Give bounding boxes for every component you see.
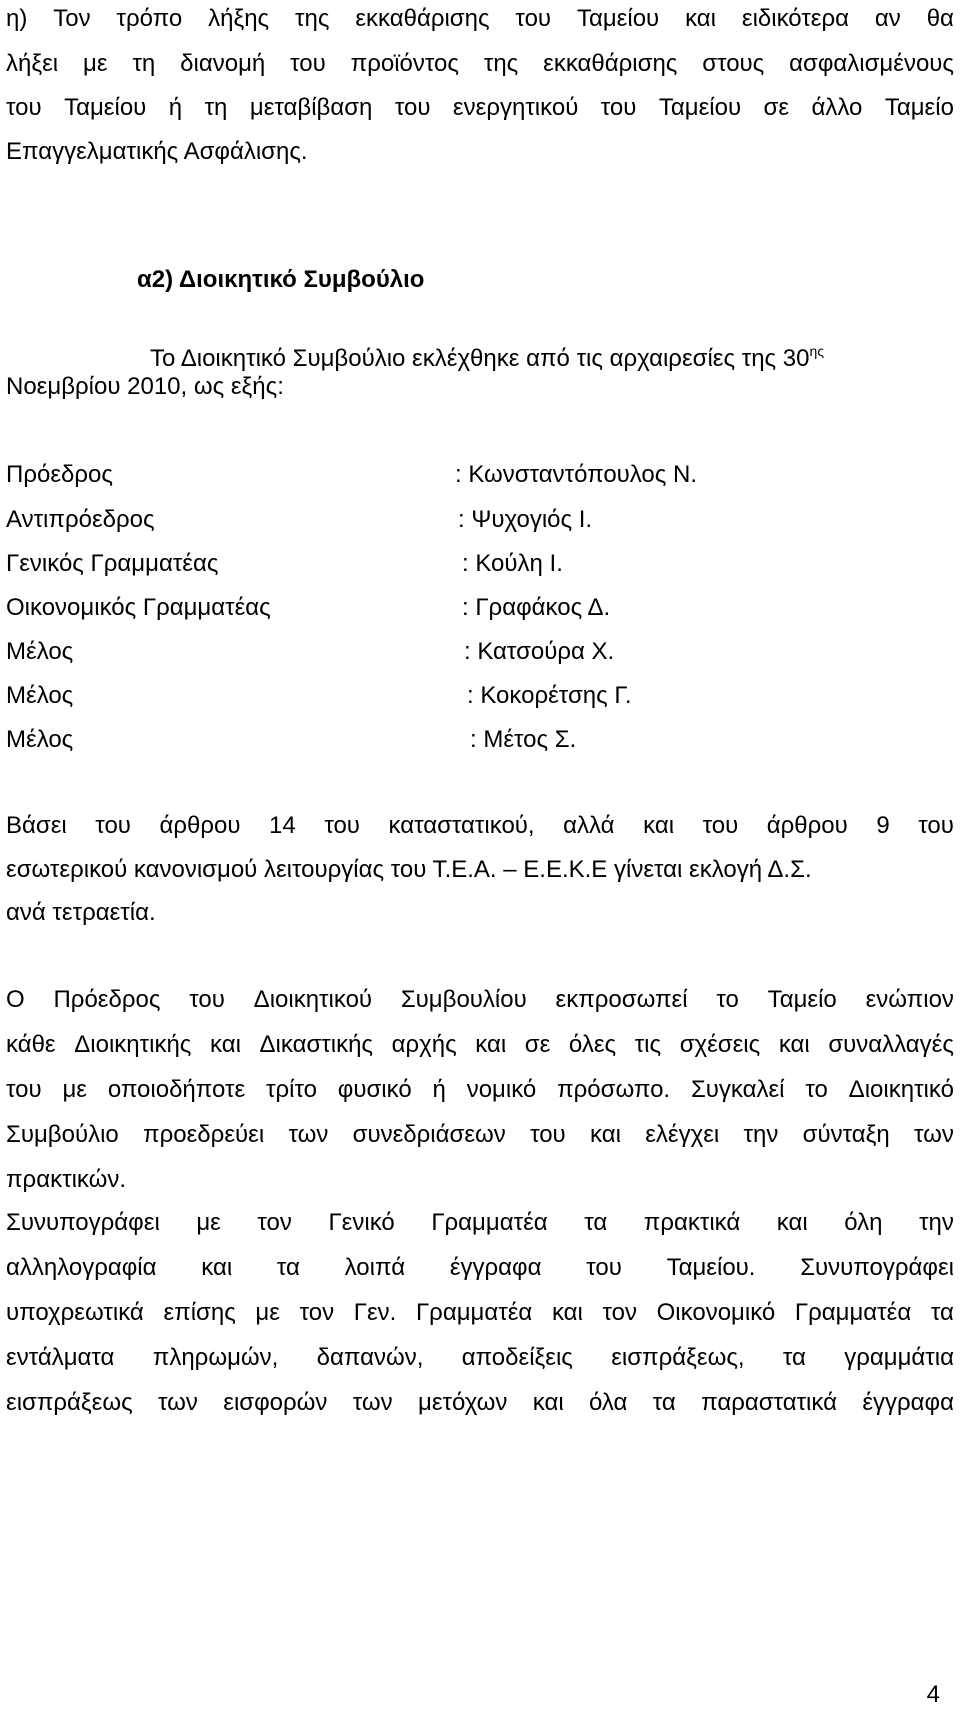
- cosign-line-2: [6, 1253, 954, 1283]
- word: γραμμάτια: [844, 1344, 954, 1371]
- board-role: Γενικός Γραμματέας: [6, 550, 219, 577]
- president-line-5: πρακτικών.: [6, 1166, 127, 1193]
- word: του: [586, 1254, 622, 1281]
- word: εισφορών: [223, 1389, 328, 1416]
- cosign-line-3: [6, 1298, 954, 1328]
- word: του: [600, 94, 637, 121]
- board-role: Αντιπρόεδρος: [6, 506, 155, 533]
- word: αν: [874, 5, 901, 32]
- word: κάθε: [6, 1031, 56, 1058]
- word: Συνυπογράφει: [800, 1254, 954, 1281]
- word: του: [530, 1121, 566, 1148]
- intro-line-2-text: [6, 49, 954, 79]
- word: το: [805, 1076, 828, 1103]
- election-line-2: Νοεμβρίου 2010, ως εξής:: [6, 373, 284, 400]
- intro-line-3: [6, 93, 954, 123]
- word: συναλλαγές: [828, 1031, 954, 1058]
- word: του: [95, 812, 131, 839]
- word: επίσης: [163, 1299, 236, 1326]
- board-name: : Μέτος Σ.: [470, 726, 577, 753]
- word: Συμβούλιο: [6, 1121, 119, 1148]
- cosign-line-5-text: [6, 1388, 954, 1418]
- intro-line-4: Επαγγελματικής Ασφάλισης.: [6, 138, 308, 165]
- board-role: Πρόεδρος: [6, 461, 113, 488]
- word: του: [702, 812, 739, 839]
- word: τρίτο: [266, 1076, 317, 1103]
- word: Οικονομικό: [656, 1299, 776, 1326]
- word: ασφαλισμένους: [789, 50, 954, 77]
- word: θα: [926, 5, 954, 32]
- word: αποδείξεις: [461, 1344, 573, 1371]
- word: φυσικό: [337, 1076, 412, 1103]
- word: νομικό: [466, 1076, 537, 1103]
- word: εκκαθάρισης: [543, 50, 678, 77]
- word: εκπροσωπεί: [555, 986, 688, 1013]
- word: του: [290, 50, 326, 77]
- word: στους: [702, 50, 765, 77]
- word: Γενικό: [328, 1209, 395, 1236]
- word: των: [914, 1121, 954, 1148]
- word: με: [255, 1299, 280, 1326]
- president-line-2: [6, 1030, 954, 1060]
- word: Βάσει: [6, 812, 67, 839]
- word: Γραμματέα: [415, 1299, 533, 1326]
- word: εντάλματα: [6, 1344, 115, 1371]
- word: Γραμματέα: [431, 1209, 548, 1236]
- word: υποχρεωτικά: [6, 1299, 144, 1326]
- cosign-line-4-text: [6, 1343, 954, 1373]
- word: της: [483, 50, 519, 77]
- section-heading: α2) Διοικητικό Συμβούλιο: [137, 266, 425, 293]
- cosign-line-2-text: [6, 1253, 954, 1283]
- word: του: [394, 94, 431, 121]
- word: Συγκαλεί: [690, 1076, 785, 1103]
- word: Γραμματέα: [794, 1299, 912, 1326]
- word: του: [6, 1076, 42, 1103]
- word: όλες: [568, 1031, 617, 1058]
- word: εισπράξεως: [6, 1389, 133, 1416]
- word: των: [288, 1121, 329, 1148]
- word: τη: [132, 50, 156, 77]
- intro-line-1: [6, 4, 954, 34]
- word: εκκαθάρισης: [355, 5, 490, 32]
- word: του: [189, 986, 225, 1013]
- word: και: [778, 1031, 810, 1058]
- board-role: Μέλος: [6, 638, 74, 665]
- word: λοιπά: [344, 1254, 406, 1281]
- word: τα: [930, 1299, 954, 1326]
- word: την: [743, 1121, 779, 1148]
- word: 9: [876, 812, 890, 839]
- president-line-3: [6, 1075, 954, 1105]
- word: Διοικητικού: [253, 986, 373, 1013]
- board-name: : Γραφάκος Δ.: [462, 594, 611, 621]
- word: και: [201, 1254, 233, 1281]
- word: πληρωμών,: [152, 1344, 279, 1371]
- word: ενώπιον: [865, 986, 954, 1013]
- word: όλη: [844, 1209, 883, 1236]
- word: αλλά: [563, 812, 615, 839]
- word: τον: [257, 1209, 292, 1236]
- word: και: [685, 5, 716, 32]
- president-line-2-text: [6, 1030, 954, 1060]
- statute-line-1-text: [6, 811, 954, 841]
- word: Ταμείο: [767, 986, 837, 1013]
- word: τα: [584, 1209, 608, 1236]
- word: προεδρεύει: [143, 1121, 265, 1148]
- president-line-1: [6, 985, 954, 1015]
- cosign-line-4: [6, 1343, 954, 1373]
- word: καταστατικού,: [388, 812, 535, 839]
- word: πρακτικά: [643, 1209, 741, 1236]
- word: μετόχων: [418, 1389, 508, 1416]
- word: Τον: [53, 5, 91, 32]
- word: με: [62, 1076, 87, 1103]
- word: και: [551, 1299, 583, 1326]
- intro-line-3-text: [6, 93, 954, 123]
- word: Ο: [6, 986, 25, 1013]
- board-name: : Κωνσταντόπουλος Ν.: [455, 461, 698, 488]
- word: τρόπο: [116, 5, 183, 32]
- word: και: [532, 1389, 564, 1416]
- word: έγγραφα: [862, 1389, 954, 1416]
- word: οποιοδήποτε: [107, 1076, 246, 1103]
- election-text: Το Διοικητικό Συμβούλιο εκλέχθηκε από τις αρχαιρεσίες της 30: [150, 345, 810, 372]
- word: με: [196, 1209, 221, 1236]
- statute-line-3: ανά τετραετία.: [6, 899, 156, 926]
- word: μεταβίβαση: [249, 94, 373, 121]
- word: Συμβουλίου: [400, 986, 527, 1013]
- word: ειδικότερα: [741, 5, 850, 32]
- word: δαπανών,: [316, 1344, 424, 1371]
- word: αλληλογραφία: [6, 1254, 157, 1281]
- word: Ταμείο: [884, 94, 954, 121]
- word: των: [158, 1389, 198, 1416]
- word: ή: [432, 1076, 446, 1103]
- word: άρθρου: [766, 812, 848, 839]
- election-sup: ης: [809, 343, 825, 359]
- word: το: [716, 986, 739, 1013]
- word: Ταμείου.: [666, 1254, 756, 1281]
- cosign-line-5: [6, 1388, 954, 1418]
- word: προϊόντος: [350, 50, 459, 77]
- word: πρόσωπο.: [557, 1076, 671, 1103]
- word: τα: [276, 1254, 300, 1281]
- word: σε: [763, 94, 790, 121]
- board-role: Μέλος: [6, 726, 74, 753]
- president-line-1-text: [6, 985, 954, 1015]
- word: Ταμείου: [576, 5, 660, 32]
- election-line-1: [150, 336, 824, 374]
- cosign-line-1: [6, 1208, 954, 1238]
- word: η): [6, 5, 28, 32]
- board-role: Οικονομικός Γραμματέας: [6, 594, 271, 621]
- word: αρχής: [391, 1031, 457, 1058]
- word: Δικαστικής: [259, 1031, 373, 1058]
- word: ή: [168, 94, 183, 121]
- word: όλα: [589, 1389, 628, 1416]
- word: Πρόεδρος: [53, 986, 161, 1013]
- word: σύνταξη: [802, 1121, 890, 1148]
- page-number: 4: [926, 1681, 940, 1708]
- intro-line-2: [6, 49, 954, 79]
- president-line-4: [6, 1120, 954, 1150]
- word: την: [919, 1209, 954, 1236]
- word: συνεδριάσεων: [352, 1121, 506, 1148]
- word: άλλο: [811, 94, 863, 121]
- word: του: [6, 94, 42, 121]
- statute-line-1: [6, 811, 954, 841]
- word: και: [589, 1121, 621, 1148]
- president-line-4-text: [6, 1120, 954, 1150]
- word: και: [643, 812, 675, 839]
- board-name: : Κοκορέτσης Γ.: [467, 682, 632, 709]
- word: ελέγχει: [645, 1121, 720, 1148]
- cosign-line-1-text: [6, 1208, 954, 1238]
- statute-line-2: εσωτερικού κανονισμού λειτουργίας του Τ.Ε.Α. – Ε.Ε.Κ.Ε γίνεται εκλογή Δ.Σ.: [6, 856, 812, 883]
- word: λήξει: [6, 50, 59, 77]
- intro-line-1-text: [6, 4, 954, 34]
- word: έγγραφα: [449, 1254, 542, 1281]
- word: Διοικητικό: [848, 1076, 954, 1103]
- word: παραστατικά: [701, 1389, 837, 1416]
- board-name: : Κούλη Ι.: [462, 550, 563, 577]
- word: εισπράξεως,: [611, 1344, 745, 1371]
- word: λήξης: [208, 5, 270, 32]
- word: της: [295, 5, 330, 32]
- board-role: Μέλος: [6, 682, 74, 709]
- word: διανομή: [180, 50, 266, 77]
- word: Γεν.: [353, 1299, 397, 1326]
- word: τα: [782, 1344, 806, 1371]
- word: τη: [204, 94, 228, 121]
- word: Διοικητικής: [74, 1031, 192, 1058]
- word: άρθρου: [159, 812, 241, 839]
- word: Ταμείου: [658, 94, 742, 121]
- word: των: [352, 1389, 393, 1416]
- word: σε: [524, 1031, 551, 1058]
- word: τον: [299, 1299, 335, 1326]
- word: του: [324, 812, 360, 839]
- word: και: [475, 1031, 507, 1058]
- word: του: [918, 812, 954, 839]
- word: και: [776, 1209, 808, 1236]
- word: τις: [634, 1031, 662, 1058]
- word: Ταμείου: [64, 94, 147, 121]
- word: σχέσεις: [679, 1031, 761, 1058]
- cosign-line-3-text: [6, 1298, 954, 1328]
- word: και: [209, 1031, 241, 1058]
- word: ενεργητικού: [452, 94, 579, 121]
- word: Συνυπογράφει: [6, 1209, 160, 1236]
- word: του: [515, 5, 552, 32]
- president-line-3-text: [6, 1075, 954, 1105]
- word: τα: [652, 1389, 676, 1416]
- board-name: : Ψυχογιός Ι.: [458, 506, 593, 533]
- word: με: [83, 50, 108, 77]
- word: 14: [269, 812, 296, 839]
- board-name: : Κατσούρα Χ.: [464, 638, 615, 665]
- word: τον: [602, 1299, 637, 1326]
